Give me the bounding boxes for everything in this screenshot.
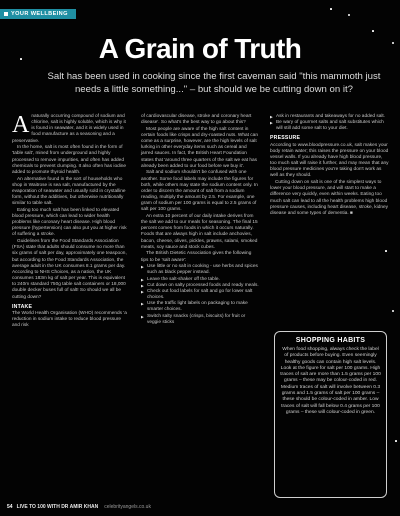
paragraph: According to www.bloodpressure.co.uk, salt makes your body retain water; this raises the pressure on your blood vessel walls. If you already have high blood pressure, too much salt will raise it further, and may mean that any blood pressure medicines you're taking don't work as well as they should. bbox=[270, 142, 389, 179]
intro-paragraph bbox=[12, 114, 130, 145]
paragraph: Eating too much salt has been linked to elevated blood pressure, which can lead to wider health problems like coronary heart disease. High blood pressure (hypertension) can also put you at higher risk of suffering a stroke. bbox=[12, 207, 127, 238]
subheading-intake: INTAKE bbox=[12, 303, 33, 310]
list-item: ▶ Use the traffic light labels on packaging to make smarter choices. bbox=[141, 301, 259, 313]
paragraph: The World Health Organisation (WHO) recommends 'a reduction in sodium intake to reduce blood pressure and risk bbox=[12, 310, 127, 329]
article-column-3 bbox=[270, 114, 390, 218]
tag-square-icon bbox=[4, 12, 8, 16]
list-item: ▶ Cut down on salty processed foods and ready meals. bbox=[141, 283, 259, 289]
page-number: 54 bbox=[7, 504, 13, 510]
salt-grain-sparkle bbox=[372, 30, 374, 32]
intro-text: naturally occurring compound of sodium and chlorine, salt is highly soluble, which is why it is found in seawater, and it is widely used in food manufacture as a seasoning and a preservative. bbox=[12, 114, 126, 144]
list-item: ▶ Check out food labels for salt and go for lower salt choices. bbox=[141, 289, 259, 301]
end-mark-icon: ■ bbox=[350, 210, 353, 216]
article-column-1 bbox=[12, 114, 130, 330]
drop-cap: A bbox=[12, 112, 30, 138]
paragraph: An extra 10 percent of our daily intake derives from the salt we add to our meals for seasoning. The final 15 percent comes from foods in which it occurs naturally. Foods that are always high in salt include anchovies, bacon, cheese, olives, pickles, prawns, salami, smoked meats, soy sauce and stock cubes. bbox=[141, 214, 258, 250]
paragraph: Guidelines from the Food Standards Association (FSA) state that adults should consume no more than six grams of salt per day, approximately one teaspoon, but according to the Food Standards Association, the average adult in the UK consumes 8.1 grams per day. According to NHS Choices, as a nation, the UK consumes 183m kg of salt per year. This is equivalent to 240m standard 750g table salt containers or 18,000 double decker buses full of salt! So should we all be cutting down? bbox=[12, 239, 127, 300]
salt-grain-sparkle bbox=[392, 310, 394, 312]
salt-grain-sparkle bbox=[395, 440, 397, 442]
paragraph: In the home, salt is most often found in the form of 'table salt', mined from underground and highly processed to remove impurities, and often has added chemicals to prevent clumping. It also often has iodine added to promote thyroid health. bbox=[12, 145, 127, 175]
tips-list bbox=[141, 264, 259, 326]
list-item: ▶ Ask in restaurants and takeaways for no added salt. bbox=[270, 114, 390, 120]
list-item: ▶ Leave the salt-shaker off the table. bbox=[141, 277, 259, 283]
list-item: ▶ Use little or no salt in cooking - use herbs and spices such as black pepper instead. bbox=[141, 264, 259, 276]
subheading-pressure: PRESSURE bbox=[270, 135, 301, 142]
paragraph: Salt and sodium shouldn't be confused with one another. Some food labels may include the figures for both, while others may state the sodium content only. In order to discern the amount of salt from a sodium reading, multiply the amount by 2.5. For example, one gram of sodium per 100 grams is equal to 2.5 grams of salt per 100 grams. bbox=[141, 170, 258, 213]
page-footer bbox=[7, 504, 151, 510]
shopping-habits-box bbox=[274, 331, 387, 498]
salt-grain-sparkle bbox=[385, 250, 387, 252]
standfirst: Salt has been used in cooking since the first caveman said "this mammoth just needs a little something..." – but should we be cutting down on it? bbox=[47, 71, 381, 95]
section-tag-label: YOUR WELLBEING bbox=[11, 11, 68, 17]
paragraph: An alternative found in the sort of households who shop in Waitrose is sea salt, manufactured by the evaporation of seawater and usually sold in crystalline form, without the additives, but otherwise nutritionally similar to table salt. bbox=[12, 176, 126, 207]
magazine-name: LIVE TO 100 WITH DR AMIR KHAN bbox=[16, 504, 99, 510]
paragraph: Most people are aware of the high salt content in certain foods like crisps and dry-roasted nuts. What can come as a surprise, however, are the high levels of salt lurking in other everyday items such as cereal and jarred sauces. In fact, the British Heart Foundation states that 'around three quarters of the salt we eat has already been added to our food before we buy it'. bbox=[141, 126, 258, 169]
list-item: ▶ Switch salty snacks (crisps, biscuits) for fruit or veggie sticks bbox=[141, 314, 259, 326]
paragraph: The British Dietetic Association gives the following tips to be 'salt aware': bbox=[141, 251, 252, 263]
paragraph: of cardiovascular disease, stroke and coronary heart disease'. So what's the best way to go about this? bbox=[141, 114, 252, 126]
footer-url: celebrityangels.co.uk bbox=[104, 504, 151, 510]
paragraph bbox=[270, 180, 390, 217]
box-heading: SHOPPING HABITS bbox=[295, 337, 366, 344]
paragraph-text: Cutting down on salt is one of the simplest ways to lower your blood pressure, and will start to make a difference very quickly, even within weeks. Eating too much salt can lead to all the health problems high blood pressure causes, including heart disease, stroke, kidney disease and some types of dementia. bbox=[270, 180, 389, 216]
list-item: ▶ Be wary of gourmet salts and salt substitutes which will still add some salt to your diet. bbox=[270, 120, 390, 132]
tips-list-continued bbox=[270, 114, 390, 132]
section-tag bbox=[0, 9, 76, 19]
article-column-2 bbox=[141, 114, 259, 327]
salt-grain-sparkle bbox=[348, 14, 350, 16]
box-text: When food shopping, always check the label of products before buying. Even seemingly healthy goods can contain high salt levels. Look at the figure for salt per 100 grams. High traces of salt are more than 1.5 grams per 100 grams – these may be colour-coded in red. Medium traces of salt will involve between 0.3 grams and 1.5 grams of salt per 100 grams – these should be colour-coded in amber. Low traces of salt will fall below 0.4 grams per 100 grams – these will colour-coded in green. bbox=[280, 347, 381, 415]
salt-grain-sparkle bbox=[330, 8, 332, 10]
page-title: A Grain of Truth bbox=[98, 33, 302, 64]
